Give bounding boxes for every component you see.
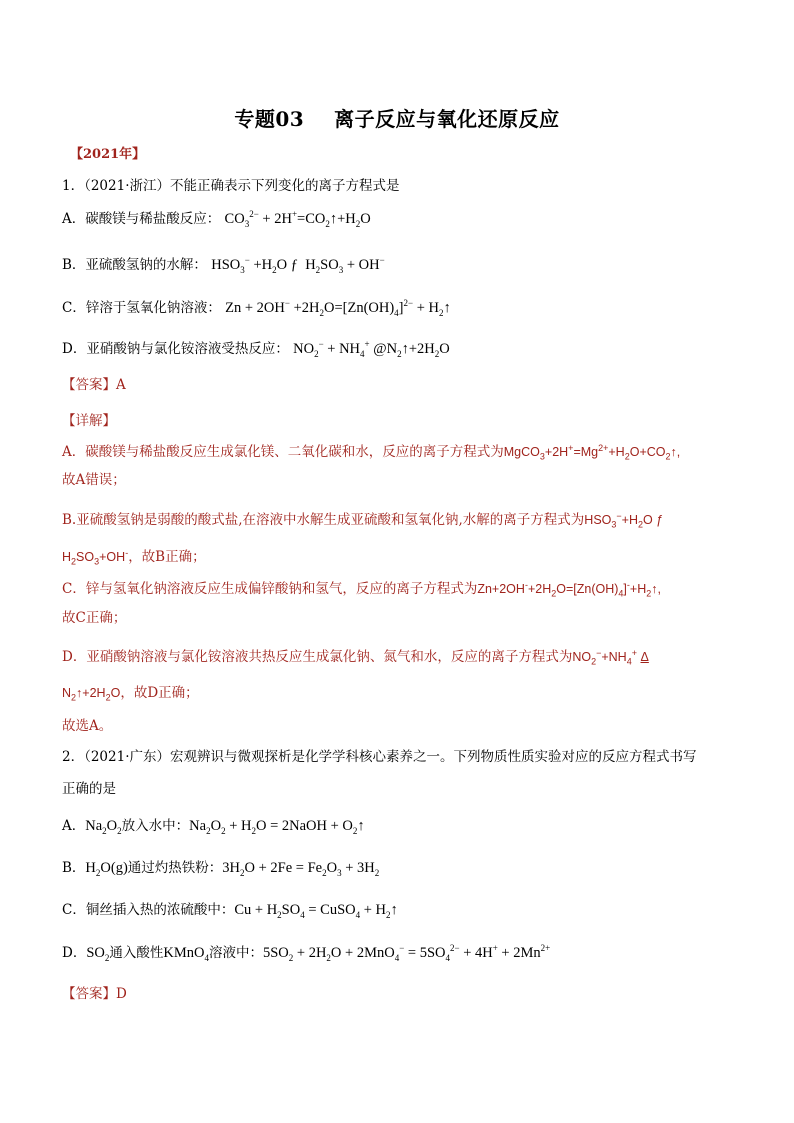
q2-option-d-label: D． [62,945,87,961]
q2-option-b-equation: $3H_2O + 2Fe = Fe_2O_3 + 3H_2$ [222,860,380,878]
q2-stem-line1: 2．（2021·广东）宏观辨识与微观探析是化学学科核心素养之一。下列物质性质实验对应的反应方程式书写 [62,749,697,765]
q1-option-a-label: A．碳酸镁与稀盐酸反应： [62,211,221,227]
q1-option-b-equation: $HSO_3^- +H_2O$ ƒ $H_2SO_3 + OH^-$ [211,255,385,275]
q1-option-c [62,299,451,317]
q1-option-b-label: B．亚硫酸氢钠的水解： [62,257,207,273]
q2-option-a-text: 放入水中： [121,818,190,834]
q1-explanation-c-line1 [62,580,661,598]
q2-option-d-text2: 溶液中： [208,945,263,961]
q2-option-b-reagent: $H_2O(g)$ [85,860,128,878]
q2-option-a-reagent: $Na_2O_2$ [85,818,122,836]
q2-option-d-equation: $5SO_2 + 2H_2O + 2MnO_4^- = 5SO_4^{2-} + 4H^+ + 2Mn^{2+}$ [262,943,551,963]
q1-explanation-c-line2: 故C正确； [62,610,127,626]
q2-option-a [62,817,365,835]
q1-option-c-label: C．锌溶于氢氧化钠溶液： [62,300,221,316]
q2-option-b-label: B． [62,860,86,876]
q2-option-c-equation: $Cu + H_2SO_4$ = CuSO$_4$ + $H_2↑$ [234,902,398,920]
q2-option-b-text: 通过灼热铁粉： [127,860,223,876]
q1-option-a [62,210,371,228]
q2-option-d-text1: 通入酸性 [109,945,164,961]
q2-option-a-equation: $Na_2O_2 + H_2O$ = 2NaOH + $O_2↑$ [189,818,365,836]
q1-explanation-d-line2 [62,684,199,702]
title-topic: 专题03 [234,107,305,131]
q2-option-c [62,901,398,919]
q2-option-b [62,859,379,877]
q1-explanation-c-equation: $Zn+2OH^-+2H_2O=[Zn(OH)_4]^-+H_2↑$, [477,579,661,599]
q1-explanation-d-text: D．亚硝酸钠溶液与氯化铵溶液共热反应生成氯化钠、氮气和水，反应的离子方程式为 [62,649,573,665]
q1-stem: 1．（2021·浙江）不能正确表示下列变化的离子方程式是 [62,178,400,194]
q1-explanation-b-products: $H_2SO_3+OH^-$ [62,547,129,567]
q1-explanation-d-equation: $NO_2^-+NH_4^+$ Δ [572,647,649,667]
q1-option-b [62,256,385,274]
q2-option-d-oxidant: KMnO$_4$ [163,945,209,963]
q1-explanation-c-text: C．锌与氢氧化钠溶液反应生成偏锌酸钠和氢气，反应的离子方程式为 [62,581,478,597]
q1-explanation-a-equation: $MgCO_3+2H^+=Mg^{2+}+H_2O+CO_2↑$, [503,442,681,462]
q2-option-c-label: C．铜丝插入热的浓硫酸中： [62,902,235,918]
q2-option-d-reagent: $SO_2$ [86,945,110,963]
page-title [0,103,794,132]
q2-answer: 【答案】D [62,986,127,1002]
q1-option-d-equation: $NO_2^- + NH_4^+$ $@N_2↑+2H_2O$ [293,339,450,359]
q2-option-a-label: A． [62,818,86,834]
q1-explanation-b-line1 [62,511,663,529]
q1-explanation-a-line2: 故A错误； [62,472,126,488]
q1-explanation-d-verdict: ，故D正确； [120,685,199,701]
q1-explanation-d-line1 [62,648,649,666]
q1-detail-label: 【详解】 [62,413,116,429]
q2-option-d [62,944,550,962]
q1-explanation-b-text: B.亚硫酸氢钠是弱酸的酸式盐,在溶液中水解生成亚硫酸和氢氧化钠,水解的离子方程式为 [62,512,585,528]
q1-explanation-d-products: $N_2↑+2H_2O$ [62,686,121,703]
q1-option-d-label: D．亚硝酸钠与氯化铵溶液受热反应： [62,341,289,357]
q1-conclusion: 故选A。 [62,718,113,734]
q1-explanation-a-line1 [62,443,680,461]
q1-explanation-a-text: A．碳酸镁与稀盐酸反应生成氯化镁、二氧化碳和水，反应的离子方程式为 [62,444,504,460]
q1-option-a-equation: $CO_3^{2-}$ + $2H^+=CO_2↑+H_2O$ [224,209,371,229]
q1-option-c-equation: $Zn + 2OH^- +2H_2O=[Zn(OH)_4]^{2-}$ + $H_2↑$ [225,298,451,318]
section-label: 【2021年】 [70,147,146,162]
q1-option-d [62,340,450,358]
q1-answer: 【答案】A [62,377,126,393]
q1-explanation-b-line2 [62,548,206,566]
q1-explanation-b-equation: $HSO_3^-+H_2O$ ƒ [584,510,664,530]
q1-explanation-b-verdict: ，故B正确； [128,549,206,565]
title-name: 离子反应与氧化还原反应 [334,107,560,131]
q2-stem-line2: 正确的是 [62,781,116,797]
